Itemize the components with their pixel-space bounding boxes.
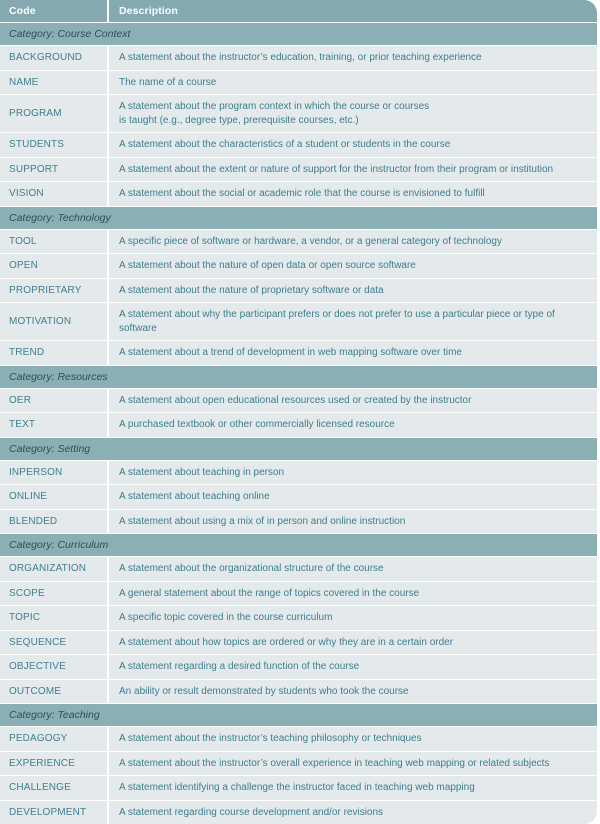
table-row xyxy=(0,776,597,801)
description-line: A statement about teaching in person xyxy=(119,466,587,480)
table-row xyxy=(0,413,597,438)
table-header-row xyxy=(0,0,597,23)
cell-code: NAME xyxy=(0,70,108,95)
cell-description xyxy=(108,460,597,485)
cell-code: OPEN xyxy=(0,254,108,279)
description-line: A statement about how topics are ordered or why they are in a certain order xyxy=(119,636,587,650)
table-row xyxy=(0,95,597,133)
cell-code: OER xyxy=(0,388,108,413)
description-line: An ability or result demonstrated by students who took the course xyxy=(119,685,587,699)
cell-description xyxy=(108,341,597,366)
table-row xyxy=(0,278,597,303)
table-row xyxy=(0,581,597,606)
cell-code: BLENDED xyxy=(0,509,108,534)
table-row xyxy=(0,509,597,534)
cell-code: SCOPE xyxy=(0,581,108,606)
cell-description xyxy=(108,557,597,582)
category-label: Category: Technology xyxy=(0,206,597,229)
table-row xyxy=(0,800,597,824)
category-label: Category: Course Context xyxy=(0,23,597,46)
cell-description xyxy=(108,509,597,534)
cell-code: TOOL xyxy=(0,229,108,254)
description-line: A statement about the extent or nature of support for the instructor from their program or institution xyxy=(119,163,587,177)
cell-code: ORGANIZATION xyxy=(0,557,108,582)
cell-description xyxy=(108,229,597,254)
category-row xyxy=(0,534,597,557)
cell-code: DEVELOPMENT xyxy=(0,800,108,824)
cell-description xyxy=(108,133,597,158)
description-line: A statement about the nature of proprietary software or data xyxy=(119,284,587,298)
table-row xyxy=(0,229,597,254)
category-label: Category: Resources xyxy=(0,365,597,388)
cell-description xyxy=(108,751,597,776)
category-label: Category: Setting xyxy=(0,437,597,460)
table-row xyxy=(0,303,597,341)
category-row xyxy=(0,206,597,229)
cell-code: MOTIVATION xyxy=(0,303,108,341)
cell-code: CHALLENGE xyxy=(0,776,108,801)
description-line: A statement about the instructor’s teaching philosophy or techniques xyxy=(119,732,587,746)
table-row xyxy=(0,388,597,413)
cell-code: EXPERIENCE xyxy=(0,751,108,776)
category-row xyxy=(0,365,597,388)
column-header-description: Description xyxy=(108,0,597,23)
cell-description xyxy=(108,630,597,655)
table-row xyxy=(0,460,597,485)
table-row xyxy=(0,341,597,366)
cell-code: SUPPORT xyxy=(0,157,108,182)
table-row xyxy=(0,655,597,680)
category-row xyxy=(0,437,597,460)
table-row xyxy=(0,157,597,182)
description-line: The name of a course xyxy=(119,76,587,90)
table-body xyxy=(0,23,597,824)
cell-description xyxy=(108,727,597,752)
cell-description xyxy=(108,800,597,824)
cell-code: PROGRAM xyxy=(0,95,108,133)
cell-code: BACKGROUND xyxy=(0,46,108,71)
table-row xyxy=(0,254,597,279)
cell-description xyxy=(108,70,597,95)
cell-code: OBJECTIVE xyxy=(0,655,108,680)
description-line: A general statement about the range of topics covered in the course xyxy=(119,587,587,601)
table-row xyxy=(0,557,597,582)
cell-code: TEXT xyxy=(0,413,108,438)
table-row xyxy=(0,70,597,95)
cell-description xyxy=(108,303,597,341)
category-label: Category: Curriculum xyxy=(0,534,597,557)
cell-description xyxy=(108,606,597,631)
cell-description xyxy=(108,485,597,510)
category-row xyxy=(0,23,597,46)
cell-code: STUDENTS xyxy=(0,133,108,158)
table-row xyxy=(0,630,597,655)
cell-code: TOPIC xyxy=(0,606,108,631)
cell-description xyxy=(108,679,597,704)
table-row xyxy=(0,485,597,510)
description-line: A statement about why the participant prefers or does not prefer to use a particular piece or type of software xyxy=(119,308,587,335)
description-line: A statement about the nature of open data or open source software xyxy=(119,259,587,273)
description-line: A statement about the characteristics of a student or students in the course xyxy=(119,138,587,152)
table-header xyxy=(0,0,597,23)
description-line: A statement regarding a desired function of the course xyxy=(119,660,587,674)
cell-description xyxy=(108,95,597,133)
cell-code: VISION xyxy=(0,182,108,207)
cell-description xyxy=(108,182,597,207)
description-line: A statement about the instructor’s education, training, or prior teaching experience xyxy=(119,51,587,65)
table-row xyxy=(0,606,597,631)
cell-description xyxy=(108,776,597,801)
table-row xyxy=(0,727,597,752)
description-line: is taught (e.g., degree type, prerequisite courses, etc.) xyxy=(119,114,587,128)
cell-description xyxy=(108,46,597,71)
cell-code: SEQUENCE xyxy=(0,630,108,655)
cell-description xyxy=(108,157,597,182)
cell-description xyxy=(108,581,597,606)
description-line: A statement about the program context in which the course or courses xyxy=(119,100,587,114)
cell-code: PROPRIETARY xyxy=(0,278,108,303)
description-line: A statement about teaching online xyxy=(119,490,587,504)
cell-description xyxy=(108,278,597,303)
table-row xyxy=(0,46,597,71)
description-line: A statement about using a mix of in person and online instruction xyxy=(119,515,587,529)
table-row xyxy=(0,679,597,704)
table-row xyxy=(0,182,597,207)
table-row xyxy=(0,133,597,158)
description-line: A statement about a trend of development in web mapping software over time xyxy=(119,346,587,360)
description-line: A statement about the instructor’s overall experience in teaching web mapping or related subjects xyxy=(119,757,587,771)
cell-description xyxy=(108,655,597,680)
description-line: A purchased textbook or other commercially licensed resource xyxy=(119,418,587,432)
description-line: A specific topic covered in the course curriculum xyxy=(119,611,587,625)
category-label: Category: Teaching xyxy=(0,704,597,727)
cell-description xyxy=(108,413,597,438)
description-line: A statement about the organizational structure of the course xyxy=(119,562,587,576)
cell-code: PEDAGOGY xyxy=(0,727,108,752)
category-row xyxy=(0,704,597,727)
cell-code: INPERSON xyxy=(0,460,108,485)
cell-code: TREND xyxy=(0,341,108,366)
description-line: A statement regarding course development and/or revisions xyxy=(119,806,587,820)
description-line: A statement about open educational resources used or created by the instructor xyxy=(119,394,587,408)
cell-description xyxy=(108,254,597,279)
cell-description xyxy=(108,388,597,413)
cell-code: OUTCOME xyxy=(0,679,108,704)
table-row xyxy=(0,751,597,776)
column-header-code: Code xyxy=(0,0,108,23)
description-line: A specific piece of software or hardware, a vendor, or a general category of technology xyxy=(119,235,587,249)
description-line: A statement about the social or academic role that the course is envisioned to fulfill xyxy=(119,187,587,201)
description-line: A statement identifying a challenge the instructor faced in teaching web mapping xyxy=(119,781,587,795)
cell-code: ONLINE xyxy=(0,485,108,510)
